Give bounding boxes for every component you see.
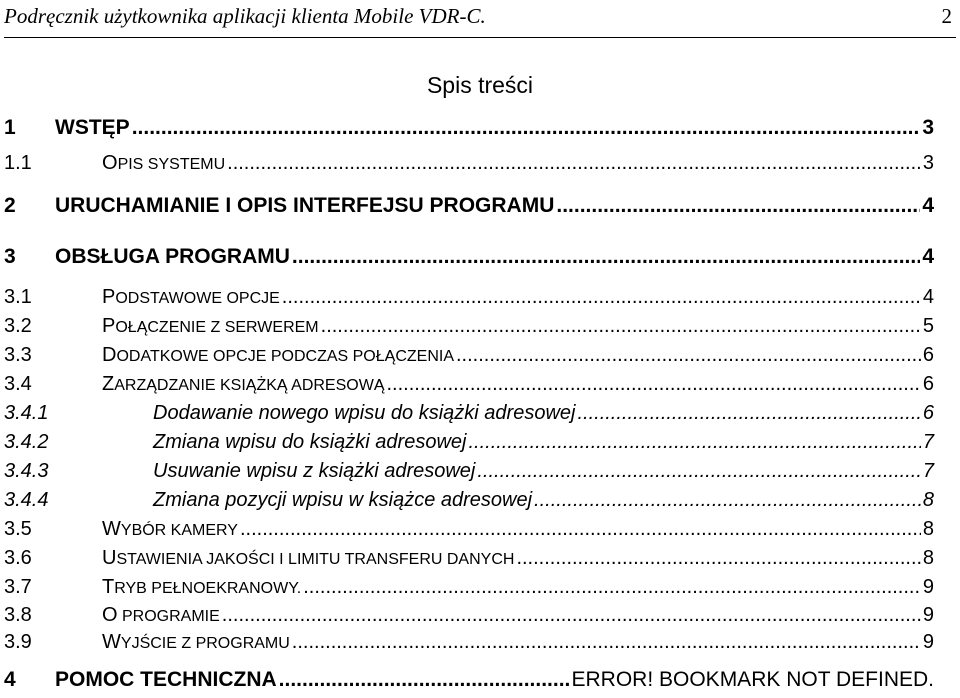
toc-entry-page: 4 [922,245,934,268]
title-initial: D [102,344,117,366]
toc-entry[interactable] [0,152,960,182]
toc-entry-number: 2 [4,194,16,217]
toc-entry-number: 3.6 [4,547,32,569]
dot-leader [556,194,920,218]
toc-entry-page: 9 [922,631,934,653]
toc-entry[interactable] [0,631,960,661]
dot-leader [477,460,921,483]
toc-entry-page: 8 [922,489,934,511]
toc-entry-number: 3 [4,245,16,268]
dot-leader [456,344,921,367]
toc-entry[interactable] [0,460,960,490]
title-initial: O [55,245,72,268]
toc-entry[interactable] [0,576,960,606]
title-rest: YJŚCIE Z PROGRAMU [120,635,290,652]
toc-entry-title: Zmiana wpisu do książki adresowej [153,431,467,453]
title-rest: PROGRAMIE [117,608,220,625]
dot-leader [577,402,920,425]
toc-entry[interactable] [0,489,960,519]
toc-entry-title [102,344,454,367]
title-rest: ODATKOWE OPCJE PODCZAS POŁĄCZENIA [116,348,454,365]
toc-entry-page: 4 [922,286,934,308]
toc-entry[interactable] [0,194,960,224]
toc-entry-page: 7 [922,431,934,453]
toc-entry-title [102,631,290,654]
toc-entry[interactable] [0,245,960,275]
dot-leader [240,518,921,541]
title-rest: YBÓR KAMERY [120,522,238,539]
toc-entry-number: 3.8 [4,604,32,626]
toc-entry[interactable] [0,518,960,548]
header-divider [4,37,956,38]
toc-heading: Spis treści [426,72,534,98]
toc-entry[interactable] [0,286,960,316]
toc-entry-number: 3.4.1 [4,402,49,424]
title-initial: T [102,576,115,598]
toc-entry-number: 4 [4,668,16,691]
toc-entry-title [102,152,225,175]
toc-entry-title [102,604,220,627]
toc-entry[interactable] [0,315,960,345]
toc-entry-number: 3.7 [4,576,32,598]
title-rest: RYB PEŁNOEKRANOWY. [114,580,302,597]
toc-entry-title [102,518,238,541]
toc-entry-page: 3 [922,116,934,139]
dot-leader [132,116,921,140]
toc-entry[interactable] [0,344,960,374]
title-initial: O [102,152,118,174]
title-initial: P [102,315,116,337]
toc-entry-page: 8 [922,518,934,540]
toc-entry-number: 3.4.3 [4,460,49,482]
toc-entry-page: 7 [922,460,934,482]
toc-entry-page: 6 [922,373,934,395]
title-rest: STĘP [74,116,130,139]
title-initial: O [102,604,118,626]
toc-entry-page: 6 [922,402,934,424]
toc-entry[interactable] [0,431,960,461]
toc-entry-page: 9 [922,576,934,598]
toc-entry[interactable] [0,668,960,698]
toc-entry-title [55,194,554,218]
title-rest: OMOC TECHNICZNA [69,668,277,691]
dot-leader [468,431,920,454]
title-initial: U [55,194,71,217]
title-initial: W [55,116,75,139]
title-initial: P [55,668,70,691]
toc-entry-title [55,116,130,140]
dot-leader [516,547,920,570]
toc-entry-page: ERROR! BOOKMARK NOT DEFINED. [571,668,934,691]
toc-entry-number: 3.4.2 [4,431,49,453]
toc-entry-page: 6 [922,344,934,366]
toc-entry-number: 1.1 [4,152,32,174]
toc-entry-title: Zmiana pozycji wpisu w książce adresowej [153,489,533,511]
page-header [4,4,960,28]
dot-leader [534,489,921,512]
title-rest: STAWIENIA JAKOŚCI I LIMITU TRANSFERU DANYCH [116,551,515,568]
dot-leader [222,604,921,627]
toc-entry-title: Usuwanie wpisu z książki adresowej [153,460,476,482]
toc-entry-number: 3.4 [4,373,32,395]
title-initial: U [102,547,117,569]
title-initial: W [102,631,121,653]
title-initial: P [102,286,116,308]
toc-entry-title: Dodawanie nowego wpisu do książki adresowej [153,402,576,424]
toc-entry-page: 8 [922,547,934,569]
dot-leader [303,576,921,599]
dot-leader [292,631,921,654]
toc-entry-page: 9 [922,604,934,626]
toc-entry-page: 3 [922,152,934,174]
toc-entry-title [102,315,319,338]
toc-entry[interactable] [0,604,960,634]
title-rest: OŁĄCZENIE Z SERWEREM [115,319,319,336]
title-initial: Z [102,373,115,395]
dot-leader [282,286,921,309]
toc-entry-page: 4 [922,194,934,217]
toc-entry[interactable] [0,116,960,146]
title-rest: PIS SYSTEMU [117,156,226,173]
title-initial: W [102,518,121,540]
dot-leader [227,152,921,175]
title-rest: ARZĄDZANIE KSIĄŻKĄ ADRESOWĄ [114,377,385,394]
title-rest: RUCHAMIANIE I OPIS INTERFEJSU PROGRAMU [70,194,555,217]
title-rest: BSŁUGA PROGRAMU [71,245,290,268]
document-title: Podręcznik użytkownika aplikacji klienta Mobile VDR-C. [4,4,486,28]
dot-leader [321,315,921,338]
toc-entry-title [55,245,290,269]
toc-entry[interactable] [0,373,960,403]
dot-leader [292,245,920,269]
toc-entry-page: 5 [922,315,934,337]
toc-entry-number: 3.4.4 [4,489,49,511]
toc-entry-number: 3.5 [4,518,32,540]
toc-entry[interactable] [0,547,960,577]
toc-entry-number: 3.3 [4,344,32,366]
toc-entry-title [102,547,514,570]
dot-leader [387,373,921,396]
toc-entry[interactable] [0,402,960,432]
dot-leader [279,668,570,692]
toc-entry-title [102,286,280,309]
toc-entry-title [55,668,277,692]
toc-entry-number: 3.9 [4,631,32,653]
toc-entry-number: 3.1 [4,286,32,308]
page-number: 2 [941,4,952,28]
toc-entry-title [102,373,385,396]
title-rest: ODSTAWOWE OPCJE [115,290,280,307]
toc-entry-title [102,576,301,599]
toc-entry-number: 3.2 [4,315,32,337]
toc-entry-number: 1 [4,116,16,139]
